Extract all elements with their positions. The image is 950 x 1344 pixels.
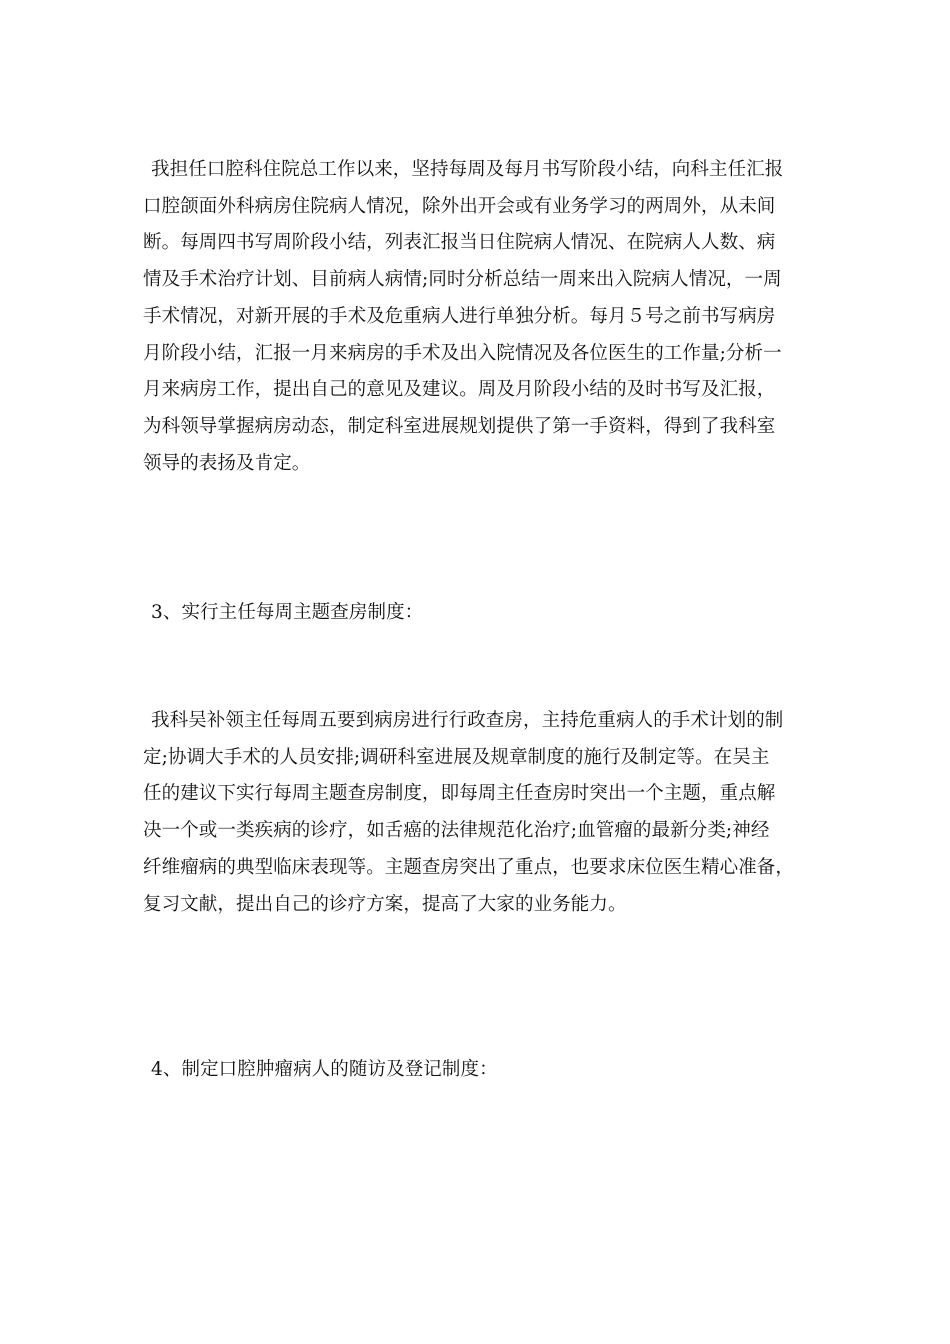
paragraph-line: 决一个或一类疾病的诊疗，如舌癌的法律规范化治疗;血管瘤的最新分类;神经 <box>143 820 770 842</box>
paragraph-line: 手术情况，对新开展的手术及危重病人进行单独分析。每月５号之前书写病房 <box>143 305 776 327</box>
paragraph-line: 我担任口腔科住院总工作以来，坚持每周及每月书写阶段小结，向科主任汇报 <box>151 159 784 180</box>
paragraph-line: 我科吴补领主任每周五要到病房进行行政查房，主持危重病人的手术计划的制 <box>151 710 784 731</box>
paragraph-line: 任的建议下实行每周主题查房制度，即每周主任查房时突出一个主题，重点解 <box>143 783 776 805</box>
paragraph-line: 情及手术治疗计划、目前病人病情;同时分析总结一周来出入院病人情况，一周 <box>143 269 782 291</box>
paragraph-line: 复习文献，提出自己的诊疗方案，提高了大家的业务能力。 <box>143 893 627 915</box>
paragraph-weekly-monthly-summary <box>143 152 810 482</box>
section-heading-4 <box>143 1052 810 1089</box>
paragraph-theme-rounds <box>143 703 810 923</box>
paragraph-line: 纤维瘤病的典型临床表现等。主题查房突出了重点，也要求床位医生精心准备， <box>143 856 795 878</box>
section-heading-text: 4、制定口腔肿瘤病人的随访及登记制度： <box>151 1059 498 1080</box>
section-heading-text: 3、实行主任每周主题查房制度： <box>151 602 424 623</box>
paragraph-line: 断。每周四书写周阶段小结，列表汇报当日住院病人情况、在院病人人数、病 <box>143 232 776 254</box>
paragraph-line: 为科领导掌握病房动态，制定科室进展规划提供了第一手资料，得到了我科室 <box>143 415 776 437</box>
paragraph-line: 口腔颌面外科病房住院病人情况，除外出开会或有业务学习的两周外，从未间 <box>143 195 776 217</box>
paragraph-line: 月阶段小结，汇报一月来病房的手术及出入院情况及各位医生的工作量;分析一 <box>143 342 782 364</box>
paragraph-line: 领导的表扬及肯定。 <box>143 452 311 474</box>
paragraph-line: 月来病房工作，提出自己的意见及建议。周及月阶段小结的及时书写及汇报， <box>143 379 776 401</box>
paragraph-line: 定;协调大手术的人员安排;调研科室进展及规章制度的施行及制定等。在吴主 <box>143 746 770 768</box>
section-heading-3 <box>143 595 810 632</box>
